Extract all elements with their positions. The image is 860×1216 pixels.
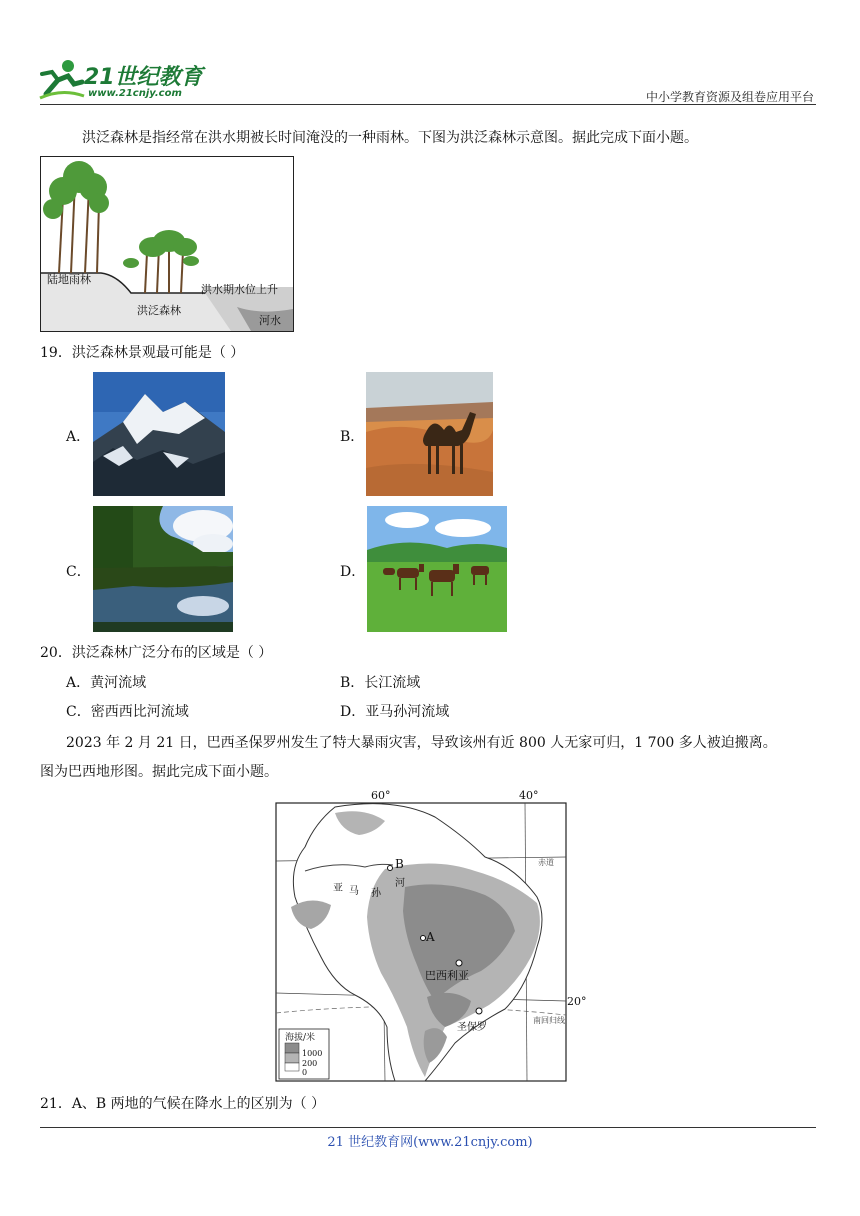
q20-option-c[interactable] (66, 702, 189, 722)
q19-option-b-letter: B． (340, 429, 365, 445)
q20-option-a-text: 黄河流域 (90, 675, 147, 691)
map-lat-20-label: 20° (567, 995, 587, 1008)
header-rule (40, 104, 816, 105)
header-logo (38, 58, 208, 104)
label-flood-rise: 洪水期水位上升 (201, 283, 278, 296)
q19-option-c-letter: C． (66, 564, 91, 580)
horses-grassland-image (367, 506, 507, 632)
legend-value-0: 0 (302, 1068, 308, 1077)
map-point-b: B (395, 857, 404, 871)
q20-option-b-text: 长江流域 (364, 675, 421, 691)
header-platform: 中小学教育资源及组卷应用平台 (645, 90, 814, 104)
question-19-stem: 19．洪泛森林景观最可能是（ ） (40, 345, 245, 361)
intro-paragraph-1: 洪泛森林是指经常在洪水期被长时间淹没的一种雨林。下图为洪泛森林示意图。据此完成下面小题。 (82, 130, 698, 146)
legend-title: 海拔/米 (285, 1033, 316, 1043)
q19-option-a-letter: A． (66, 429, 91, 445)
question-20-stem: 20．洪泛森林广泛分布的区域是（ ） (40, 645, 273, 661)
map-point-a: A (426, 930, 435, 944)
map-river-char-1: 亚 (333, 883, 343, 894)
map-brasilia-label: 巴西利亚 (425, 969, 469, 982)
map-river-char-2: 马 (349, 886, 359, 897)
map-river-char-4: 河 (395, 878, 405, 889)
jungle-river-image (93, 506, 233, 632)
q20-option-a-letter: A． (66, 675, 91, 691)
q20-option-b-letter: B． (340, 675, 365, 691)
legend-value-200: 200 (302, 1059, 318, 1068)
map-tropic-label: 南回归线 (533, 1016, 565, 1025)
legend-value-1000: 1000 (302, 1049, 323, 1058)
q19-option-d-image[interactable] (367, 506, 507, 632)
label-land-rainforest: 陆地雨林 (47, 273, 91, 286)
brazil-terrain-map (275, 787, 587, 1083)
logo-url: www.21cnjy.com (88, 88, 182, 99)
intro-paragraph-2-line-1: 2023 年 2 月 21 日，巴西圣保罗州发生了特大暴雨灾害，导致该州有近 800 人无家可归，1 700 多人被迫搬离。 (66, 735, 777, 751)
flood-forest-diagram (40, 156, 294, 332)
logo-text: 21世纪教育 (84, 65, 203, 90)
map-river-char-3: 孙 (371, 888, 381, 899)
label-river: 河水 (259, 314, 281, 327)
intro-paragraph-2-line-2: 图为巴西地形图。据此完成下面小题。 (40, 764, 278, 780)
camel-desert-image (366, 372, 493, 496)
map-lon-60-label: 60° (371, 789, 391, 802)
q19-option-d-letter: D． (340, 564, 366, 580)
footer-rule (40, 1127, 816, 1128)
label-flood-forest: 洪泛森林 (137, 304, 181, 317)
q20-option-b[interactable] (340, 673, 420, 693)
map-lon-40-label: 40° (519, 789, 539, 802)
q20-option-d-letter: D． (340, 704, 366, 720)
footer-link[interactable]: 21 世纪教育网(www.21cnjy.com) (327, 1135, 533, 1150)
map-sao-paulo-label: 圣保罗 (457, 1022, 487, 1033)
q20-option-d-text: 亚马孙河流域 (365, 704, 450, 720)
q20-option-c-text: 密西西比河流域 (90, 704, 189, 720)
q19-option-b-image[interactable] (366, 372, 493, 496)
q20-option-c-letter: C． (66, 704, 91, 720)
question-21-stem: 21．A、B 两地的气候在降水上的区别为（ ） (40, 1096, 326, 1112)
q20-option-a[interactable] (66, 673, 146, 693)
snowy-mountain-image (93, 372, 225, 496)
q20-option-d[interactable] (340, 702, 449, 722)
q19-option-c-image[interactable] (93, 506, 233, 632)
map-equator-label: 赤道 (538, 858, 554, 867)
runner-logo-icon (38, 58, 86, 102)
q19-option-a-image[interactable] (93, 372, 225, 496)
